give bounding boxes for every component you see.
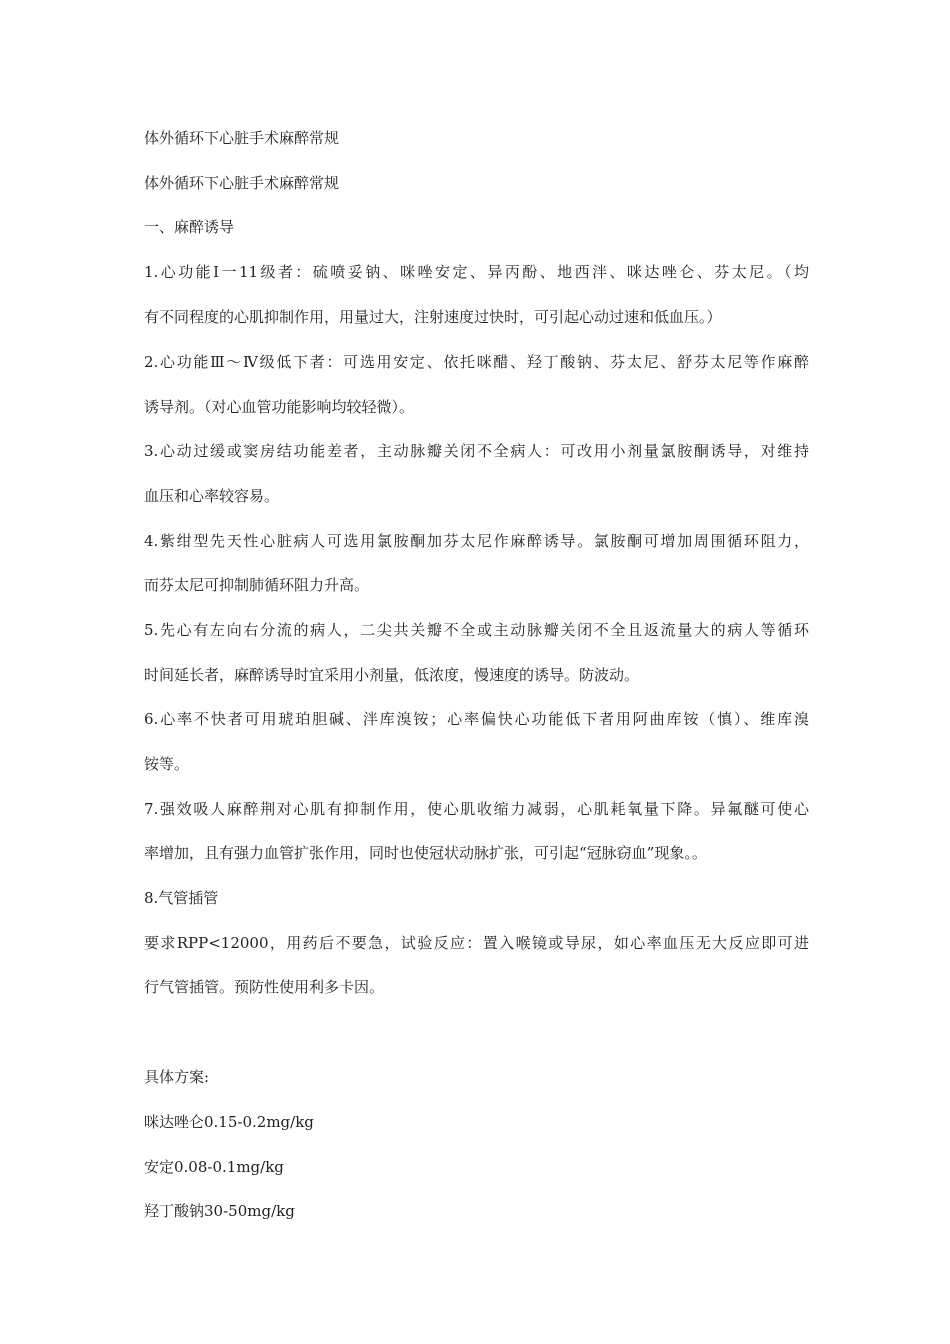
plan-heading: 具体方案: <box>144 1068 210 1086</box>
item-8-line-2: 行气管插管。预防性使用利多卡因。 <box>144 978 385 996</box>
item-7-line-2: 率增加，且有强力血管扩张作用，同时也使冠状动脉扩张，可引起“冠脉窃血”现象。。 <box>144 844 707 862</box>
item-4-line-1: 4.紫绀型先天性心脏病人可选用氯胺酮加芬太尼作麻醉诱导。氯胺酮可增加周围循环阻力， <box>144 532 809 550</box>
item-5-line-2: 时间延长者，麻醉诱导时宜采用小剂量，低浓度，慢速度的诱导。防波动。 <box>144 666 640 684</box>
plan-item-diazepam: 安定0.08-0.1mg/kg <box>144 1158 284 1176</box>
plan-item-midazolam: 咪达唑仑0.15-0.2mg/kg <box>144 1113 314 1131</box>
item-6-line-2: 铵等。 <box>144 755 190 773</box>
section-heading: 一、麻醉诱导 <box>144 218 235 236</box>
item-6-line-1: 6.心率不快者可用琥珀胆碱、泮库溴铵；心率偏快心功能低下者用阿曲库铵（慎）、维库溴 <box>144 710 809 728</box>
item-2-line-1: 2.心功能Ⅲ～Ⅳ级低下者：可选用安定、依托咪醋、羟丁酸钠、芬太尼、舒芬太尼等作麻醉 <box>144 353 809 371</box>
plan-item-hydroxybutyrate: 羟丁酸钠30-50mg/kg <box>144 1202 295 1220</box>
item-1-line-2: 有不同程度的心肌抑制作用，用量过大，注射速度过快时，可引起心动过速和低血压。） <box>144 308 722 326</box>
item-2-line-2: 诱导剂。（对心血管功能影响均较轻微）。 <box>144 398 415 416</box>
item-3-line-2: 血压和心率较容易。 <box>144 487 280 505</box>
item-5-line-1: 5.先心有左向右分流的病人，二尖共关瓣不全或主动脉瓣关闭不全且返流量大的病人等循环 <box>144 621 809 639</box>
document-subtitle: 体外循环下心脏手术麻醉常规 <box>144 174 340 192</box>
item-1-line-1: 1.心功能Ⅰ一11级者：硫喷妥钠、咪唑安定、异丙酚、地西泮、咪达唑仑、芬太尼。（均 <box>144 263 809 281</box>
item-4-line-2: 而芬太尼可抑制肺循环阻力升高。 <box>144 576 370 594</box>
item-3-line-1: 3.心动过缓或窦房结功能差者，主动脉瓣关闭不全病人：可改用小剂量氯胺酮诱导，对维持 <box>144 442 809 460</box>
item-7-line-1: 7.强效吸人麻醉荆对心肌有抑制作用，使心肌收缩力减弱，心肌耗氧量下降。异氟醚可使心 <box>144 800 809 818</box>
document-title: 体外循环下心脏手术麻醉常规 <box>144 129 340 147</box>
item-8-heading: 8.气管插管 <box>144 889 219 907</box>
item-8-line-1: 要求RPP<12000，用药后不要急，试验反应：置入喉镜或导尿，如心率血压无大反应即可进 <box>144 934 809 952</box>
